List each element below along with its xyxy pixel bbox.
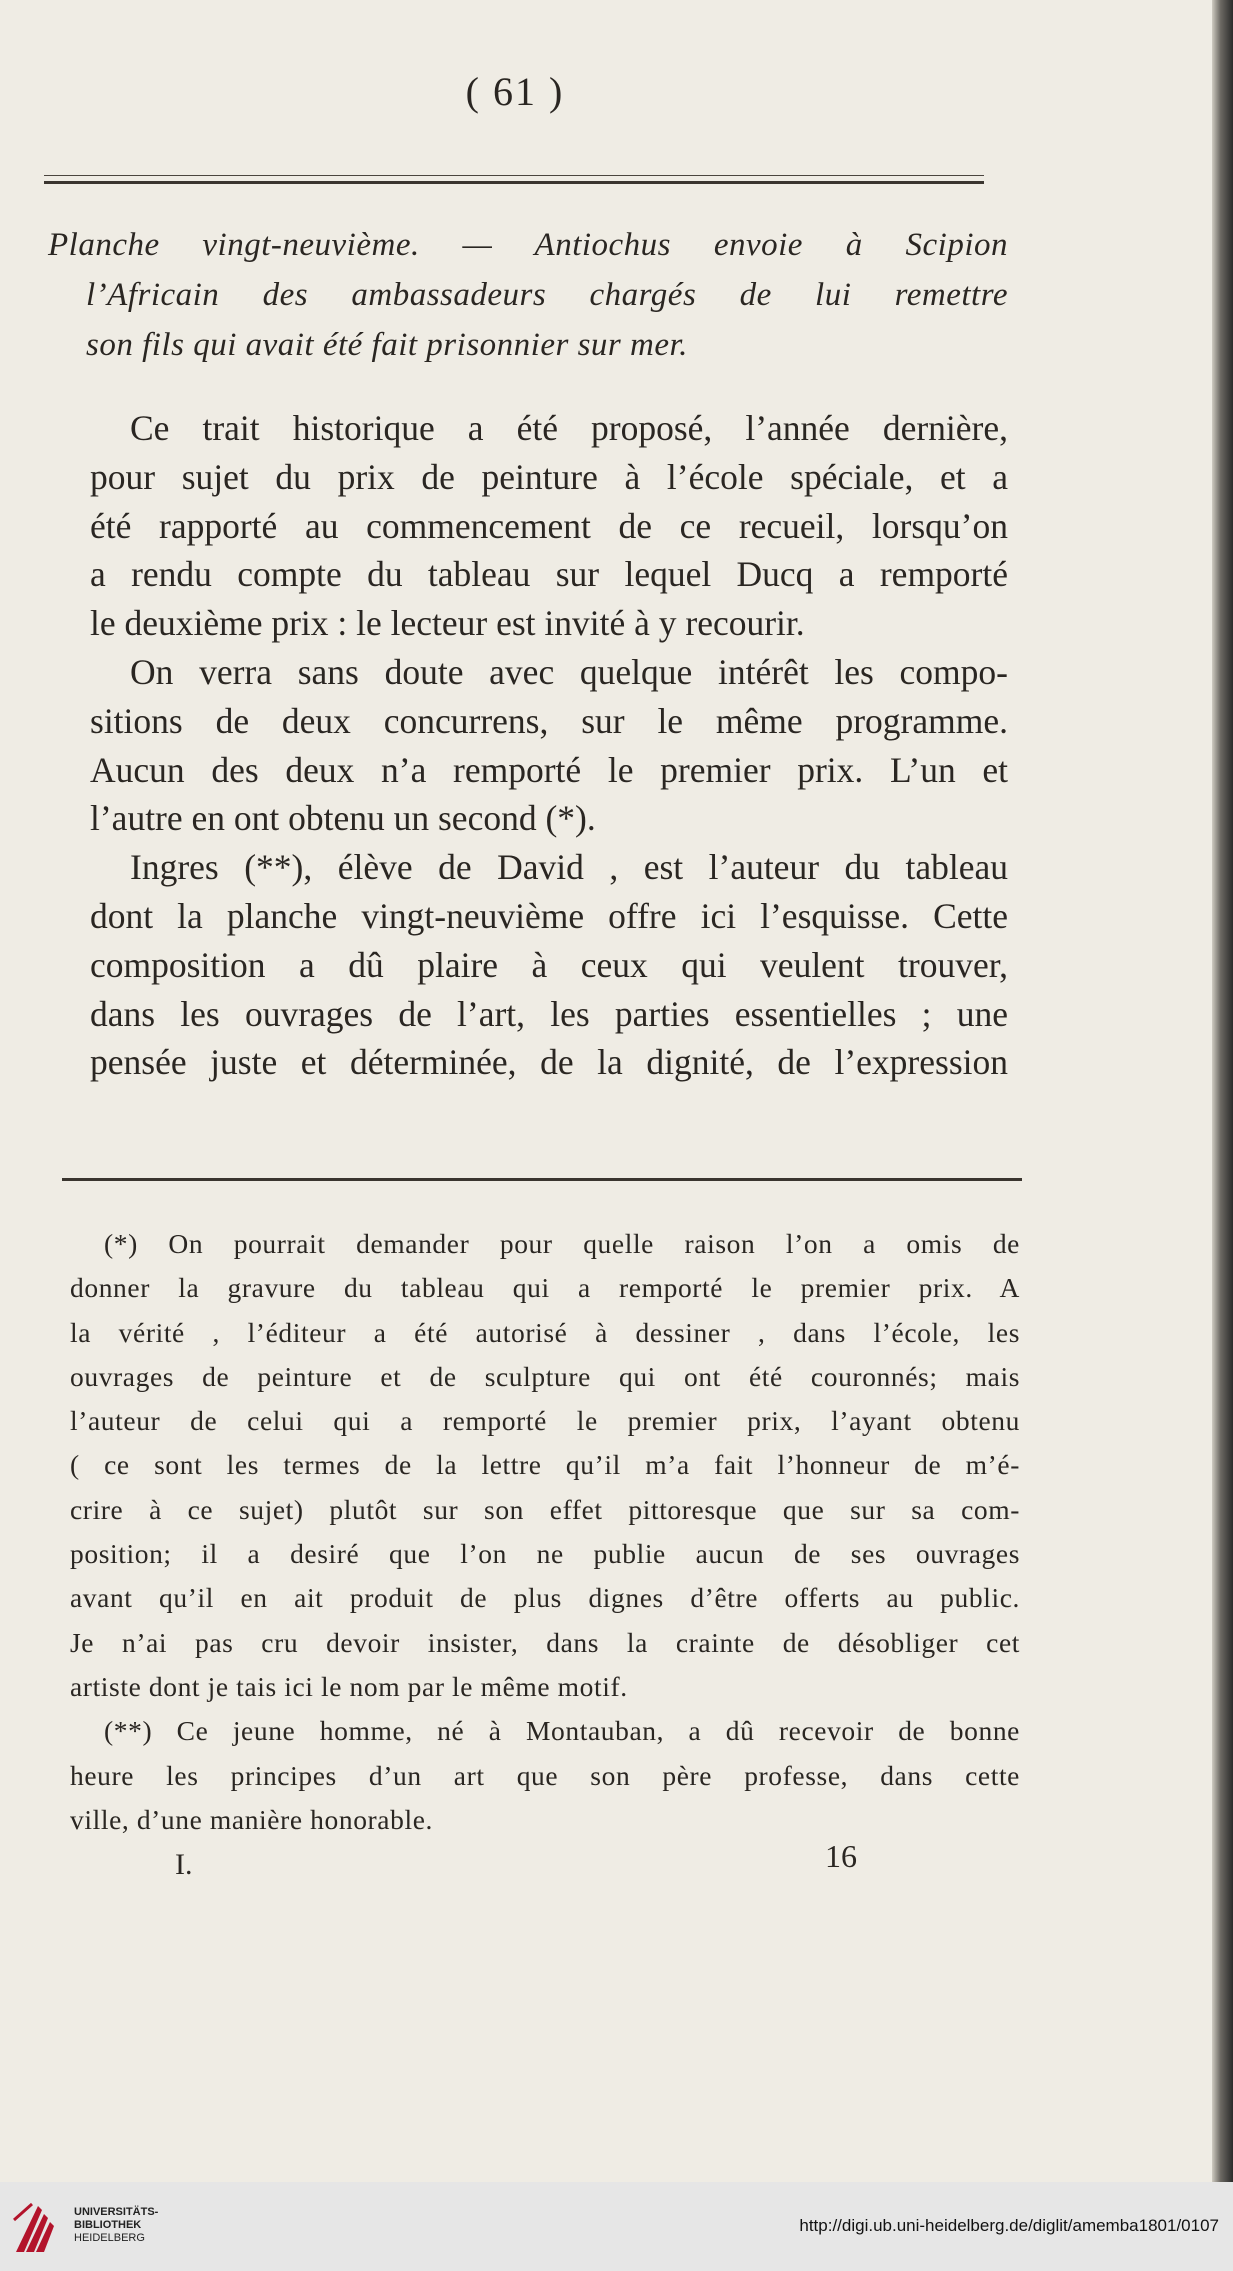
text-line: On verra sans doute avec quelque intérêt les compo- [130,651,1008,692]
header-rule [44,175,984,184]
paragraph [50,843,1008,1087]
signature-mark: I. [175,1848,193,1881]
note-line: ( ce sont les termes de la lettre qu’il m’a fait l’honneur de m’é- [70,1449,1020,1481]
library-name-line: BIBLIOTHEK [74,2219,142,2231]
university-library-logo-icon [12,2200,62,2256]
note-line: ville, d’une manière honorable. [70,1803,433,1835]
note-line: avant qu’il en ait produit de plus dignes d’être offerts au public. [70,1582,1020,1614]
text-line: sitions de deux concurrens, sur le même programme. [90,700,1008,741]
text-line: le deuxième prix : le lecteur est invité à y recourir. [90,603,805,644]
note-line: Je n’ai pas cru devoir insister, dans la crainte de désobliger cet [70,1626,1020,1658]
scan-edge-shadow [1212,0,1233,2182]
text-line: a rendu compte du tableau sur lequel Ducq a remporté [90,554,1008,595]
note-line: (*) On pourrait demander pour quelle raison l’on a omis de [104,1228,1020,1259]
text-line: pour sujet du prix de peinture à l’école spéciale, et a [90,456,1008,497]
body-text [50,404,1008,1087]
caption-line: l’Africain des ambassadeurs chargés de lui remettre [86,277,1008,313]
text-line: dont la planche vingt-neuvième offre ici l’esquisse. Cette [90,895,1008,936]
library-name-line: HEIDELBERG [74,2232,145,2244]
text-line: dans les ouvrages de l’art, les parties essentielles ; une [90,993,1008,1034]
library-name-line: UNIVERSITÄTS- [74,2206,159,2218]
note-line: (**) Ce jeune homme, né à Montauban, a dû recevoir de bonne [104,1715,1020,1747]
note-line: crire à ce sujet) plutôt sur son effet pittoresque que sur sa com- [70,1493,1020,1525]
plate-caption [48,220,1008,370]
note-line: donner la gravure du tableau qui a remporté le premier prix. A [70,1272,1020,1304]
text-line: pensée juste et déterminée, de la dignité, de l’expression [90,1042,1008,1083]
source-url-link[interactable]: http://digi.ub.uni-heidelberg.de/diglit/amemba1801/0107 [799,2216,1219,2235]
text-line: été rapporté au commencement de ce recueil, lorsqu’on [90,505,1008,546]
note-line: la vérité , l’éditeur a été autorisé à dessiner , dans l’école, les [70,1316,1020,1348]
text-line: composition a dû plaire à ceux qui veulent trouver, [90,944,1008,985]
folio-number: 16 [825,1838,857,1874]
paragraph [50,648,1008,843]
note-line: l’auteur de celui qui a remporté le premier prix, l’ayant obtenu [70,1405,1020,1437]
note-line: position; il a desiré que l’on ne publie aucun de ses ouvrages [70,1538,1020,1570]
library-name [74,2206,158,2245]
page-header: ( 61 ) [465,69,565,114]
text-line: Aucun des deux n’a remporté le premier prix. L’un et [90,749,1008,790]
footnotes [70,1222,1020,1842]
footnote [70,1709,1020,1842]
note-line: artiste dont je tais ici le nom par le même motif. [70,1670,628,1702]
footnote [70,1222,1020,1709]
text-line: l’autre en ont obtenu un second (*). [90,798,596,839]
caption-line: son fils qui avait été fait prisonnier sur mer. [86,327,688,363]
text-line: Ingres (**), élève de David , est l’auteur du tableau [130,847,1008,888]
library-footer [0,2182,1233,2271]
caption-line: Planche vingt-neuvième. — Antiochus envoie à Scipion [48,227,1008,263]
text-line: Ce trait historique a été proposé, l’année dernière, [130,408,1008,448]
note-line: heure les principes d’un art que son père professe, dans cette [70,1759,1020,1791]
note-line: ouvrages de peinture et de sculpture qui ont été couronnés; mais [70,1360,1020,1392]
paragraph [50,404,1008,648]
footnote-rule [62,1178,1022,1181]
